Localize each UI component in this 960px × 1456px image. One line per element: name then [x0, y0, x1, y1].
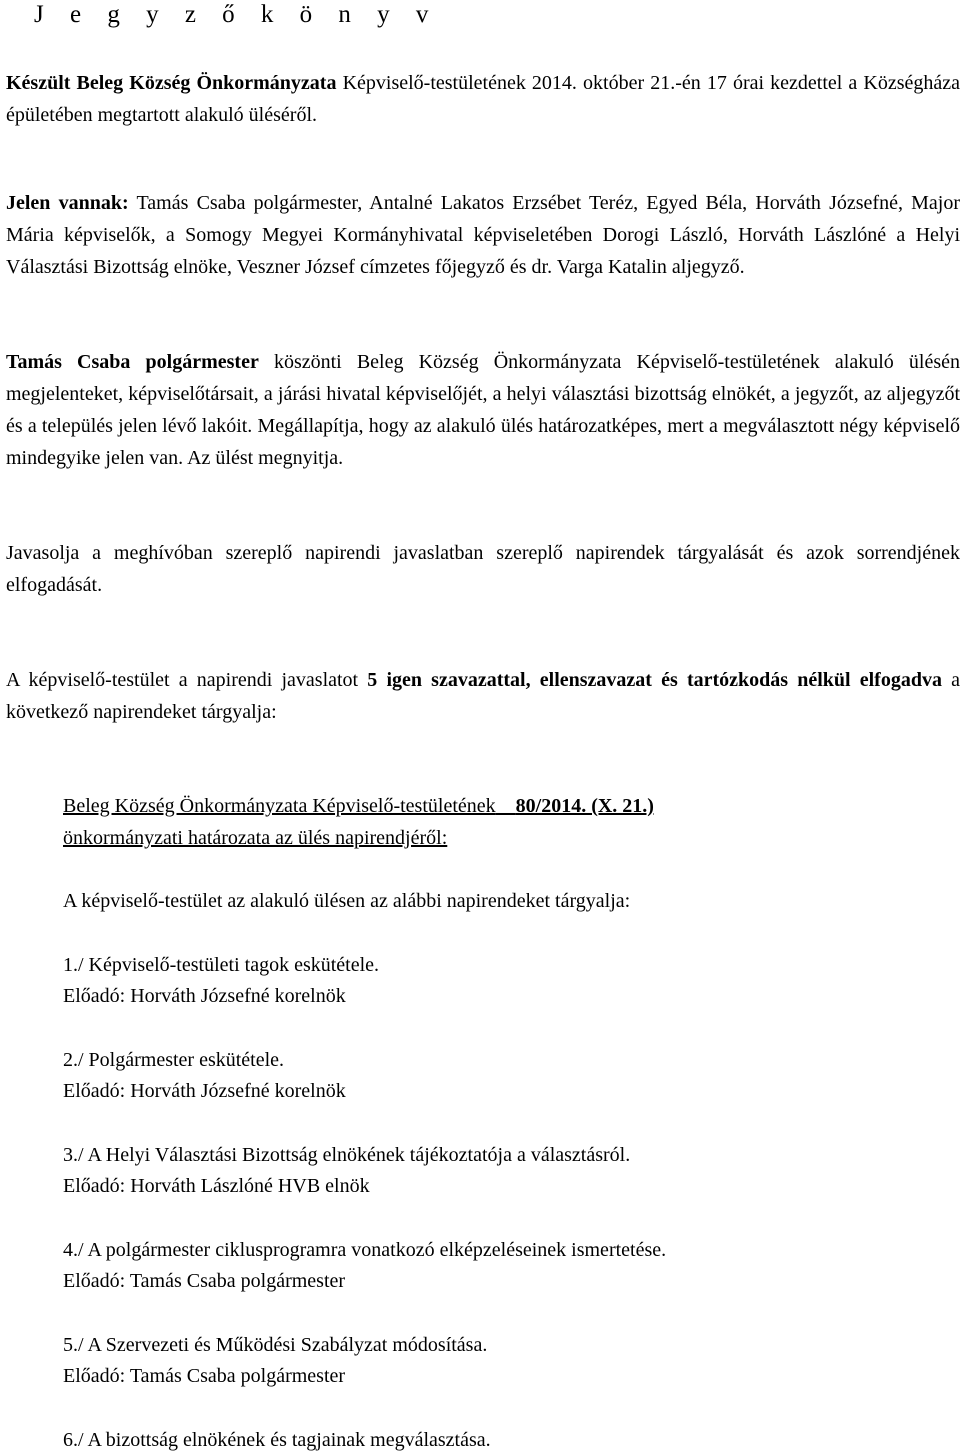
present-paragraph: [6, 187, 960, 283]
intro-paragraph: [6, 67, 960, 131]
agenda-presenter-5: Előadó: Tamás Csaba polgármester: [63, 1365, 346, 1387]
present-label: Jelen vannak:: [6, 192, 129, 214]
vote-paragraph: [6, 664, 960, 728]
agenda-item-6: 6./ A bizottság elnökének és tagjainak megválasztása.: [63, 1429, 491, 1451]
vote-text-before: A képviselő-testület a napirendi javaslatot: [6, 669, 368, 691]
agenda-presenter-3: Előadó: Horváth Lászlóné HVB elnök: [63, 1175, 370, 1197]
resolution-title: [63, 790, 960, 822]
present-text: Tamás Csaba polgármester, Antalné Lakatos Erzsébet Teréz, Egyed Béla, Horváth Józsefné, Major Mária képviselők, a Somogy Megyei Kormányhivatal képviseletében Dorogi László, Horváth Lászlóné a Helyi Választási Bizottság elnöke, Veszner József címzetes főjegyző és dr. Varga Katalin aljegyző.: [6, 192, 960, 278]
mayor-name: Tamás Csaba polgármester: [6, 351, 259, 373]
agenda-presenter-1: Előadó: Horváth Józsefné korelnök: [63, 985, 346, 1007]
greeting-text: köszönti Beleg Község Önkormányzata Képviselő-testületének alakuló ülésén megjelenteket, képviselőtársait, a járási hivatal képviselőjét, a helyi választási bizottság elnökét, a jegyzőt, az aljegyzőt és a település jelen lévő lakóit. Megállapítja, hogy az alakuló ülés határozatképes, mert a megválasztott négy képviselő mindegyike jelen van. Az ülést megnyitja.: [6, 351, 960, 469]
agenda-presenter-2: Előadó: Horváth Józsefné korelnök: [63, 1080, 346, 1102]
agenda-item-2: 2./ Polgármester eskütétele.: [63, 1049, 285, 1071]
agenda-item-4: 4./ A polgármester ciklusprogramra vonatkozó elképzeléseinek ismertetése.: [63, 1239, 667, 1261]
agenda-item-5: 5./ A Szervezeti és Működési Szabályzat módosítása.: [63, 1334, 488, 1356]
agenda-item-1: 1./ Képviselő-testületi tagok eskütétele.: [63, 954, 380, 976]
intro-bold: Készült Beleg Község Önkormányzata: [6, 72, 337, 94]
resolution-prefix: Beleg Község Önkormányzata Képviselő-testületének: [63, 795, 496, 817]
intro-text: Képviselő-testületének 2014. október 21.-én 17 órai kezdettel a Községháza épületében megtartott alakuló üléséről.: [6, 72, 960, 126]
proposal-paragraph: Javasolja a meghívóban szereplő napirendi javaslatban szereplő napirendek tárgyalását és azok sorrendjének elfogadását.: [6, 542, 960, 596]
document-title: J e g y z ő k ö n y v: [34, 1, 439, 28]
resolution-number: 80/2014. (X. 21.): [515, 795, 654, 817]
vote-text-after: a következő napirendeket tárgyalja:: [6, 669, 960, 723]
resolution-subtitle: önkormányzati határozata az ülés napirendjéről:: [63, 827, 448, 849]
agenda-item-3: 3./ A Helyi Választási Bizottság elnökének tájékoztatója a választásról.: [63, 1144, 631, 1166]
agenda-intro: A képviselő-testület az alakuló ülésen az alábbi napirendeket tárgyalja:: [63, 890, 631, 912]
vote-result: 5 igen szavazattal, ellenszavazat és tartózkodás nélkül elfogadva: [367, 669, 942, 691]
resolution-heading: [63, 790, 960, 854]
greeting-paragraph: [6, 346, 960, 474]
agenda-presenter-4: Előadó: Tamás Csaba polgármester: [63, 1270, 346, 1292]
